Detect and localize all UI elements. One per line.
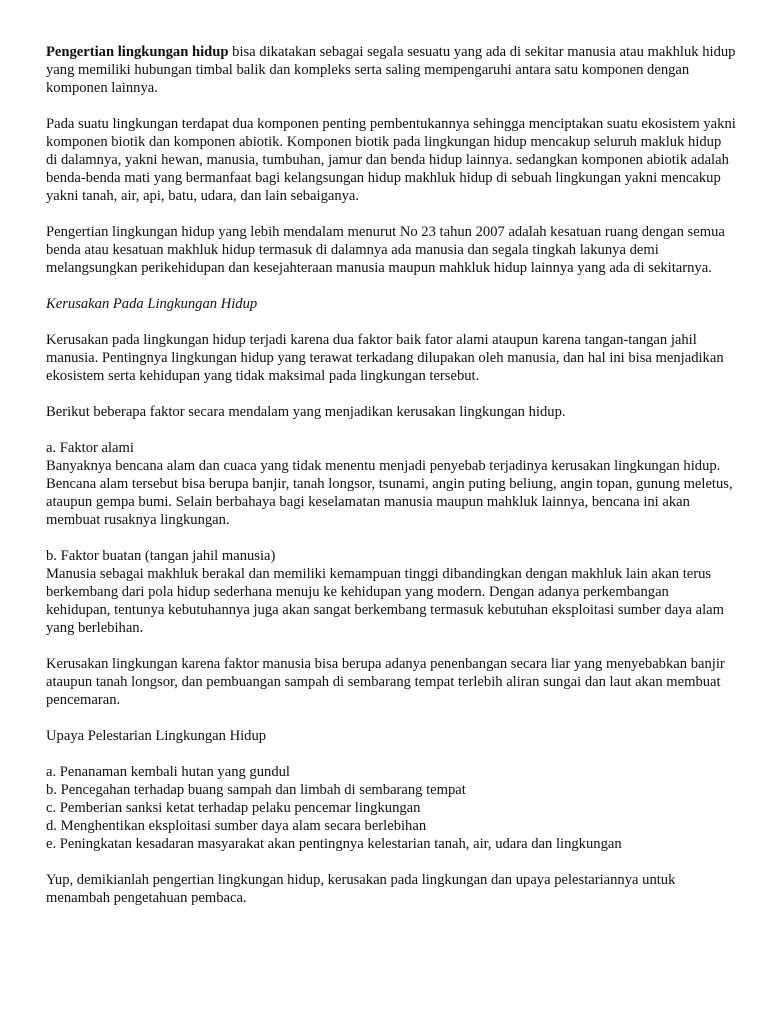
closing-paragraph: Yup, demikianlah pengertian lingkungan hidup, kerusakan pada lingkungan dan upaya pelestariannya untuk menambah pengetahuan pembaca.: [46, 872, 676, 906]
faktor-alami-body: Banyaknya bencana alam dan cuaca yang tidak menentu menjadi penyebab terjadinya kerusakan lingkungan hidup. Bencana alam tersebut bisa berupa banjir, tanah longsor, tsunami, angin puting beliung, angin topan, gunung meletus, ataupun gempa bumi. Selain berbahaya bagi keselamatan manusia maupun mahkluk lainnya, bencana ini akan membuat rusaknya lingkungan.: [46, 458, 733, 528]
komponen-paragraph: Pada suatu lingkungan terdapat dua komponen penting pembentukannya sehingga menciptakan suatu ekosistem yakni komponen biotik dan komponen abiotik. Komponen biotik pada lingkungan hidup mencakup seluruh makluk hidup di dalamnya, yakni hewan, manusia, tumbuhan, jamur dan benda hidup lainnya. sedangkan komponen abiotik adalah benda-benda mati yang bermanfaat bagi kelangsungan hidup makhluk hidup di sebuah lingkungan yakni mencakup yakni tanah, air, api, batu, udara, dan lain sebaiganya.: [46, 116, 736, 204]
document-body: [46, 43, 736, 925]
faktor-alami-section: [46, 439, 736, 529]
kerusakan-paragraph: Kerusakan pada lingkungan hidup terjadi karena dua faktor baik fator alami ataupun karena tangan-tangan jahil manusia. Pentingnya lingkungan hidup yang terawat terkadang dilupakan oleh manusia, dan hal ini bisa menjadikan ekosistem serta kehidupan yang tidak maksimal pada lingkungan tersebut.: [46, 332, 724, 384]
list-item: a. Penanaman kembali hutan yang gundul: [46, 764, 290, 780]
faktor-buatan-section: [46, 547, 736, 637]
list-item: b. Pencegahan terhadap buang sampah dan limbah di sembarang tempat: [46, 782, 466, 798]
faktor-alami-title: a. Faktor alami: [46, 440, 134, 456]
intro-paragraph: [46, 43, 736, 97]
faktor-intro-paragraph: Berikut beberapa faktor secara mendalam yang menjadikan kerusakan lingkungan hidup.: [46, 404, 566, 420]
faktor-buatan-body: Manusia sebagai makhluk berakal dan memiliki kemampuan tinggi dibandingkan dengan makhluk lain akan terus berkembang dari pola hidup sederhana menuju ke kehidupan yang modern. Dengan adanya perkembangan kehidupan, tentunya kebutuhannya juga akan sangat berkembang termasuk kebutuhan eksploitasi sumber daya alam yang berlebihan.: [46, 566, 724, 636]
intro-text: bisa dikatakan sebagai segala sesuatu yang ada di sekitar manusia atau makhluk hidup yang memiliki hubungan timbal balik dan kompleks serta saling mempengaruhi antara satu komponen dengan komponen lainnya.: [46, 44, 736, 96]
list-item: c. Pemberian sanksi ketat terhadap pelaku pencemar lingkungan: [46, 800, 421, 816]
upaya-heading: Upaya Pelestarian Lingkungan Hidup: [46, 728, 267, 744]
definisi-paragraph: Pengertian lingkungan hidup yang lebih mendalam menurut No 23 tahun 2007 adalah kesatuan ruang dengan semua benda atau kesatuan makhluk hidup termasuk di dalamnya ada manusia dan segala tingkah lakunya demi melangsungkan perikehidupan dan kesejahteraan manusia maupun mahkluk hidup lainnya yang ada di sekitarnya.: [46, 224, 725, 276]
intro-term: Pengertian lingkungan hidup: [46, 44, 229, 60]
list-item: e. Peningkatan kesadaran masyarakat akan pentingnya kelestarian tanah, air, udara dan lingkungan: [46, 836, 622, 852]
upaya-list: [46, 763, 736, 853]
kerusakan-manusia-paragraph: Kerusakan lingkungan karena faktor manusia bisa berupa adanya penenbangan secara liar yang menyebabkan banjir ataupun tanah longsor, dan pembuangan sampah di sembarang tempat terlebih aliran sungai dan laut akan membuat pencemaran.: [46, 656, 725, 708]
kerusakan-heading: Kerusakan Pada Lingkungan Hidup: [46, 296, 258, 312]
list-item: d. Menghentikan eksploitasi sumber daya alam secara berlebihan: [46, 818, 427, 834]
faktor-buatan-title: b. Faktor buatan (tangan jahil manusia): [46, 548, 276, 564]
